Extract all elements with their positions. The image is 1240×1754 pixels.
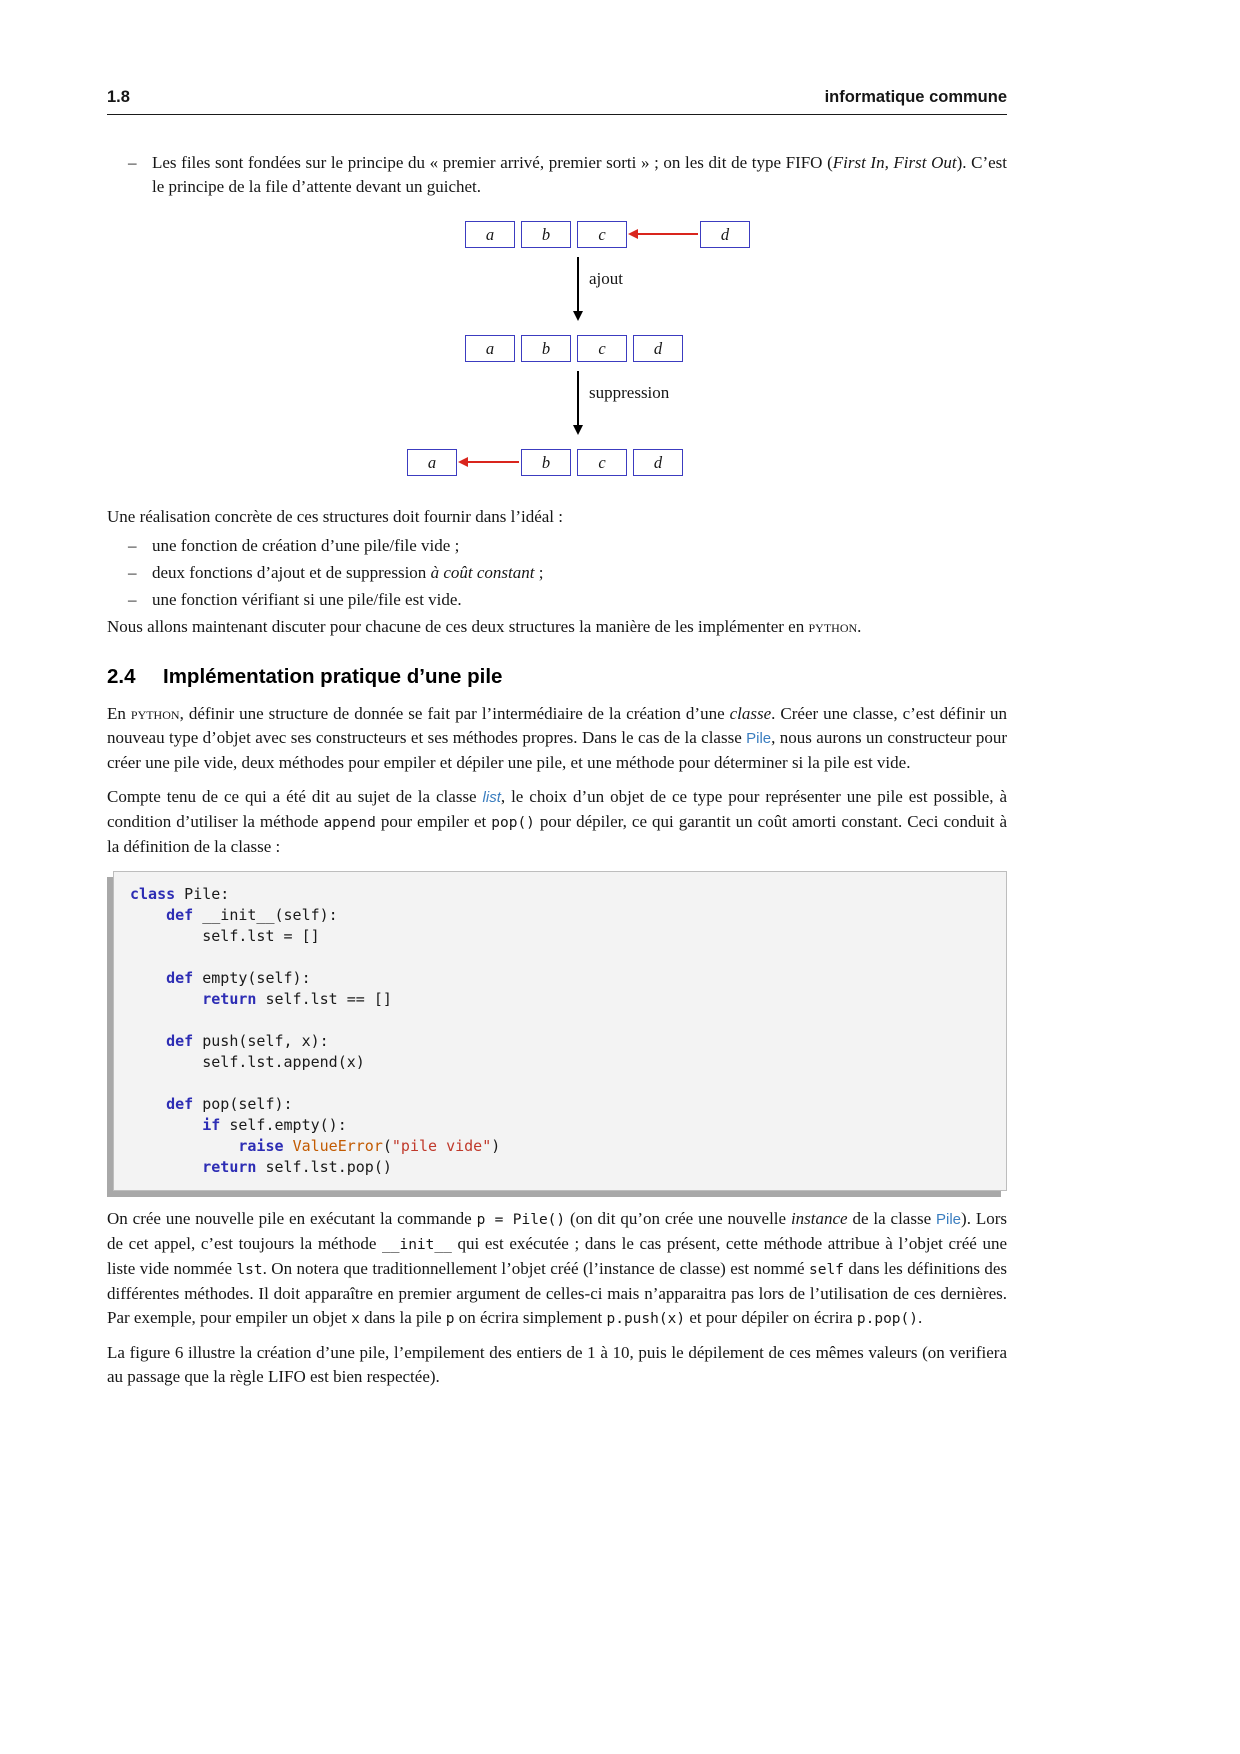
- list-item-creation: [128, 534, 1007, 558]
- code-line: [130, 1157, 990, 1178]
- code-token: [130, 1158, 202, 1176]
- text-segment: __init__: [382, 1237, 452, 1253]
- code-token: [130, 906, 166, 924]
- code-token: Pile:: [175, 885, 230, 903]
- paragraph-figure6: La figure 6 illustre la création d’une pile, l’empilement des entiers de 1 à 10, puis le dépilement de ces mêmes valeurs (on verifiera au passage que la règle LIFO est bien respectée).: [107, 1343, 1007, 1386]
- code-token: __init__(self):: [193, 906, 338, 924]
- text-segment: self: [808, 1262, 844, 1278]
- text-segment: , définir une structure de donnée se fait par l’intermédiaire de la création d’une: [179, 704, 730, 723]
- fifo-diagram: [107, 213, 1007, 485]
- queue-box-d-incoming: d: [700, 221, 750, 248]
- section-title: Implémentation pratique d’une pile: [163, 665, 503, 688]
- bullet-dash: –: [128, 563, 137, 582]
- list-item-ajout-suppression: [128, 561, 1007, 585]
- paragraph-text: [152, 151, 1007, 199]
- dequeue-arrow-icon: [460, 461, 519, 463]
- code-line: [130, 947, 990, 968]
- text-segment: pour empiler et: [375, 812, 492, 831]
- code-token: def: [166, 906, 194, 924]
- text-segment: Compte tenu de ce qui a été dit au sujet de la classe: [107, 787, 483, 806]
- text-segment: Pile: [746, 730, 772, 747]
- text-segment: lst: [236, 1262, 263, 1278]
- code-token: self.lst.append(x): [130, 1053, 365, 1071]
- text-segment: on écrira simplement: [454, 1308, 607, 1327]
- queue-box-a: a: [465, 335, 515, 362]
- code-token: raise: [238, 1137, 284, 1155]
- text-segment: instance: [790, 1209, 848, 1228]
- code-line: [130, 905, 990, 926]
- queue-box-d: d: [633, 335, 683, 362]
- code-token: return: [202, 1158, 257, 1176]
- code-line: [130, 1094, 990, 1115]
- queue-box-a: a: [465, 221, 515, 248]
- text-segment: x: [351, 1311, 360, 1327]
- text-segment: . Créer une classe, c’est définir un nouveau type d’objet avec ses constructeurs et ses méthodes propres. Dans le cas de la classe: [107, 704, 1007, 747]
- text-segment: classe: [729, 704, 772, 723]
- code-token: (: [382, 1137, 392, 1155]
- text-segment: python: [808, 617, 858, 636]
- code-line: [130, 989, 990, 1010]
- text-segment: append: [323, 815, 376, 831]
- text-segment: p = Pile(): [476, 1212, 566, 1228]
- list-item-text: [152, 534, 1007, 558]
- text-segment: qui est exécutée ; dans le cas présent, cette méthode attribue à l’objet créé une liste vide nommée: [107, 1234, 1007, 1278]
- text-segment: Pile: [936, 1211, 962, 1228]
- code-token: class: [130, 885, 176, 903]
- code-token: if: [202, 1116, 221, 1134]
- text-segment: On crée une nouvelle pile en exécutant la commande: [107, 1209, 477, 1228]
- text-segment: pour dépiler, ce qui garantit un coût amorti constant. Ceci conduit à la définition de la classe :: [107, 812, 1007, 856]
- list-item-vide: [128, 588, 1007, 612]
- code-token: [130, 969, 166, 987]
- queue-box-a-outgoing: a: [407, 449, 457, 476]
- code-token: [130, 1116, 202, 1134]
- enqueue-arrow-icon: [630, 233, 698, 235]
- text-segment: deux fonctions d’ajout et de suppression: [152, 563, 431, 582]
- code-token: pop(self):: [193, 1095, 293, 1113]
- label-suppression: suppression: [589, 383, 670, 402]
- code-line: [130, 1073, 990, 1094]
- code-token: "pile vide": [391, 1137, 492, 1155]
- code-token: def: [166, 1095, 194, 1113]
- code-line: [130, 1052, 990, 1073]
- text-segment: à coût constant: [430, 563, 535, 582]
- queue-box-c: c: [577, 335, 627, 362]
- code-token: self.lst = []: [130, 927, 320, 945]
- code-line: [130, 1031, 990, 1052]
- code-token: self.lst == []: [256, 990, 392, 1008]
- code-token: empty(self):: [193, 969, 311, 987]
- code-line: [130, 1136, 990, 1157]
- code-line: [130, 926, 990, 947]
- text-segment: .: [917, 1308, 923, 1327]
- code-token: self.empty():: [220, 1116, 347, 1134]
- text-segment: Nous allons maintenant discuter pour chacune de ces deux structures la manière de les implémenter en: [107, 617, 809, 636]
- queue-box-b: b: [521, 221, 571, 248]
- text-segment: ). C’est le principe de la file d’attente devant un guichet.: [152, 153, 1007, 196]
- text-segment: (on dit qu’on crée une nouvelle: [565, 1209, 791, 1228]
- label-ajout: ajout: [589, 269, 623, 288]
- text-segment: et pour dépiler on écrira: [685, 1308, 857, 1327]
- code-token: ValueError: [292, 1137, 383, 1155]
- text-segment: list: [482, 789, 501, 806]
- text-segment: pop(): [491, 815, 535, 831]
- text-segment: ;: [534, 563, 544, 582]
- text-segment: ). Lors de cet appel, c’est toujours la méthode: [107, 1209, 1007, 1253]
- list-item-text: [152, 588, 1007, 612]
- section-heading: [107, 665, 1007, 689]
- text-segment: python: [130, 704, 180, 723]
- text-segment: p.push(x): [606, 1311, 686, 1327]
- list-item-text: [152, 561, 1007, 585]
- code-token: [284, 1137, 293, 1155]
- code-token: return: [202, 990, 257, 1008]
- paragraph-fifo-intro: [128, 151, 1007, 199]
- text-segment: p.pop(): [856, 1311, 918, 1327]
- queue-box-d: d: [633, 449, 683, 476]
- paragraph-classe-python: [107, 702, 1007, 775]
- python-code-listing: [113, 871, 1007, 1191]
- code-token: def: [166, 1032, 194, 1050]
- queue-box-c: c: [577, 221, 627, 248]
- code-token: [130, 1032, 166, 1050]
- paragraph-instance: [107, 1207, 1007, 1331]
- code-token: def: [166, 969, 194, 987]
- queue-box-c: c: [577, 449, 627, 476]
- down-arrow-ajout-icon: [577, 257, 579, 319]
- code-token: [130, 990, 202, 1008]
- page-body: [107, 151, 1007, 1389]
- header-section-number: 1.8: [107, 88, 130, 106]
- code-token: [130, 1095, 166, 1113]
- text-segment: , nous aurons un constructeur pour créer une pile vide, deux méthodes pour empiler et dépiler une pile, et une méthode pour déterminer si la pile est vide.: [107, 728, 1008, 772]
- text-segment: . On notera que traditionnellement l’objet créé (l’instance de classe) est nommé: [262, 1259, 809, 1278]
- text-segment: de la classe: [847, 1209, 937, 1228]
- code-token: [130, 1137, 238, 1155]
- page-content: [107, 0, 1007, 1389]
- down-arrow-suppression-icon: [577, 371, 579, 433]
- section-number: 2.4: [107, 665, 136, 688]
- paragraph-realisation-lead: Une réalisation concrète de ces structures doit fournir dans l’idéal :: [107, 507, 563, 526]
- bullet-dash: –: [128, 590, 137, 609]
- queue-box-b: b: [521, 449, 571, 476]
- text-segment: .: [857, 617, 862, 636]
- text-segment: Les files sont fondées sur le principe du « premier arrivé, premier sorti » ; on les dit de type FIFO (: [152, 153, 833, 172]
- code-token: push(self, x):: [193, 1032, 329, 1050]
- bullet-dash: –: [128, 536, 137, 555]
- paragraph-nous-allons: [107, 615, 1007, 639]
- bullet-dash: –: [128, 153, 137, 172]
- header-course-title: informatique commune: [824, 88, 1007, 106]
- text-segment: En: [107, 704, 131, 723]
- text-segment: , le choix d’un objet de ce type pour représenter une pile est possible, à condition d’utiliser la méthode: [107, 787, 1007, 831]
- text-segment: dans la pile: [359, 1308, 446, 1327]
- paragraph-classe-list: [107, 785, 1007, 859]
- code-line: [130, 968, 990, 989]
- text-segment: First In, First Out: [832, 153, 957, 172]
- text-segment: une fonction vérifiant si une pile/file est vide.: [152, 590, 462, 609]
- code-token: self.lst.pop(): [256, 1158, 392, 1176]
- text-segment: dans les définitions des différentes méthodes. Il doit apparaître en premier argument de celles-ci mais n’apparaitra pas lors de l’utilisation de ces dernières. Par exemple, pour empiler un objet: [107, 1259, 1008, 1327]
- page-header: [107, 88, 1007, 115]
- queue-box-b: b: [521, 335, 571, 362]
- code-line: [130, 1115, 990, 1136]
- text-segment: une fonction de création d’une pile/file vide ;: [152, 536, 460, 555]
- text-segment: p: [445, 1311, 455, 1327]
- code-line: [130, 884, 990, 905]
- code-line: [130, 1010, 990, 1031]
- code-token: ): [491, 1137, 501, 1155]
